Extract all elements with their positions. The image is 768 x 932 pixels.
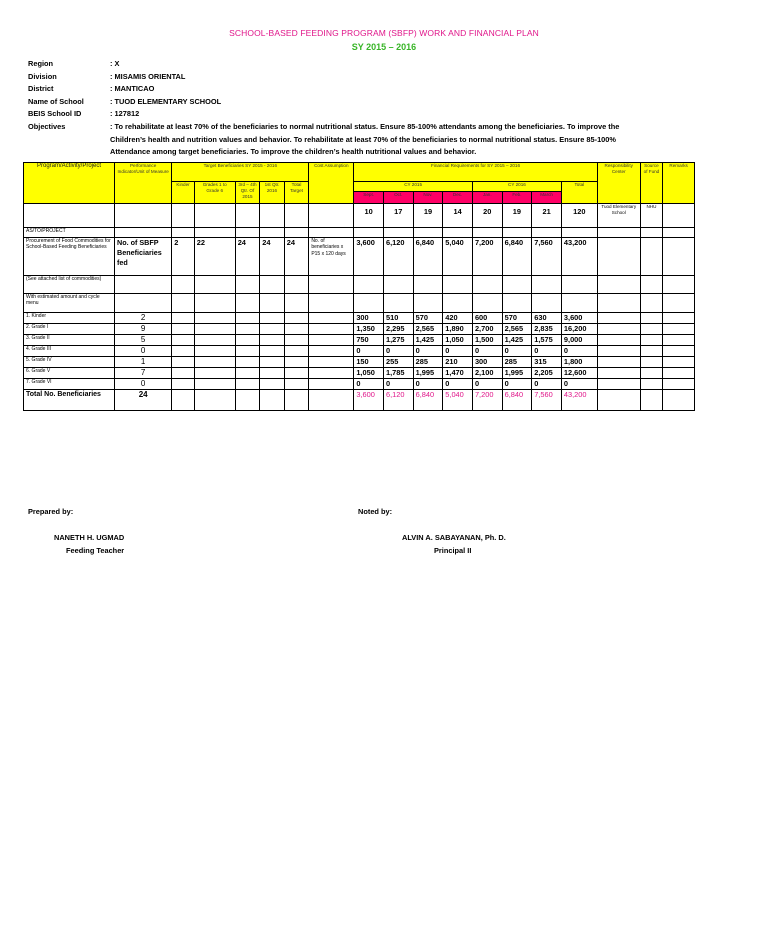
procurement-total: 43,200	[561, 238, 597, 276]
procurement-amount: 6,120	[383, 238, 413, 276]
grade-amount: 2,100	[472, 368, 502, 379]
procurement-amount: 6,840	[413, 238, 443, 276]
info-objectives	[28, 121, 678, 159]
procurement-amount: 7,200	[472, 238, 502, 276]
header-month: Sept.	[354, 192, 384, 204]
document-title: SCHOOL-BASED FEEDING PROGRAM (SBFP) WORK AND FINANCIAL PLAN	[229, 28, 539, 38]
procurement-qtr3: 24	[235, 238, 260, 276]
grand-total: 43,200	[561, 390, 597, 411]
header-financial: Financial Requirements for SY 2015 – 2016	[354, 163, 597, 182]
total-amount: 5,040	[443, 390, 473, 411]
grade-amount: 2,565	[413, 324, 443, 335]
grade-amount: 510	[383, 313, 413, 324]
header-remarks: Remarks	[663, 163, 695, 204]
grade-amount: 1,785	[383, 368, 413, 379]
header-month: Nov.	[413, 192, 443, 204]
total-count: 24	[115, 390, 172, 411]
days-cell: 17	[383, 204, 413, 228]
info-district	[28, 83, 678, 96]
info-region	[28, 58, 678, 71]
note-cycle-menu: With estimated amount and cycle menu	[24, 294, 115, 313]
procurement-row	[24, 238, 695, 276]
grade-amount: 0	[413, 379, 443, 390]
info-label: Region	[28, 59, 54, 68]
grade-amount: 1,995	[413, 368, 443, 379]
grade-row	[24, 357, 695, 368]
grade-name: 7. Grade VI	[24, 379, 115, 390]
days-total: 120	[561, 204, 597, 228]
header-month: Feb.	[502, 192, 532, 204]
procurement-kinder: 2	[172, 238, 195, 276]
grade-amount: 0	[443, 346, 473, 357]
info-label: District	[28, 84, 54, 94]
source-value: NHU	[640, 204, 663, 228]
grade-amount: 0	[472, 379, 502, 390]
grade-amount: 630	[532, 313, 562, 324]
grade-count: 7	[115, 368, 172, 379]
grade-amount: 300	[472, 357, 502, 368]
total-row	[24, 390, 695, 411]
header-total: Total	[561, 182, 597, 204]
grade-amount: 1,425	[413, 335, 443, 346]
grade-amount: 0	[502, 346, 532, 357]
header-source: Source of Fund	[640, 163, 663, 204]
grade-amount: 0	[532, 346, 562, 357]
grade-amount: 300	[354, 313, 384, 324]
section-row	[24, 228, 695, 238]
grade-name: 1. Kinder	[24, 313, 115, 324]
responsibility-value: Tuod Elementary School	[597, 204, 640, 228]
procurement-indicator: No. of SBFP Beneficiaries fed	[115, 238, 172, 276]
grade-row	[24, 313, 695, 324]
note-row	[24, 276, 695, 294]
noted-by-label: Noted by:	[358, 507, 393, 516]
grade-amount: 255	[383, 357, 413, 368]
info-value: : MANTICAO	[110, 84, 155, 94]
grade-total: 0	[561, 346, 597, 357]
grade-name: 6. Grade V	[24, 368, 115, 379]
info-school-name	[28, 96, 678, 109]
grade-count: 0	[115, 379, 172, 390]
header-program: Program/Activity/Project	[24, 163, 115, 204]
grade-row	[24, 379, 695, 390]
grade-amount: 0	[502, 379, 532, 390]
grade-total: 0	[561, 379, 597, 390]
grade-amount: 285	[413, 357, 443, 368]
grade-amount: 2,205	[532, 368, 562, 379]
grade-row	[24, 335, 695, 346]
info-value: : TUOD ELEMENTARY SCHOOL	[110, 96, 222, 106]
grade-total: 12,600	[561, 368, 597, 379]
grade-amount: 1,575	[532, 335, 562, 346]
objectives-line-3: Attendance among target beneficiaries. To improve the children’s health nutritional values and behavior.	[110, 147, 477, 157]
document-subtitle: SY 2015 – 2016	[351, 42, 417, 52]
total-amount: 7,200	[472, 390, 502, 411]
grade-amount: 1,890	[443, 324, 473, 335]
procurement-amount: 5,040	[443, 238, 473, 276]
grade-count: 9	[115, 324, 172, 335]
info-value: : MISAMIS ORIENTAL	[110, 71, 186, 81]
grade-name: 5. Grade IV	[24, 357, 115, 368]
grade-amount: 1,425	[502, 335, 532, 346]
grade-amount: 0	[472, 346, 502, 357]
total-amount: 6,840	[413, 390, 443, 411]
grade-amount: 1,350	[354, 324, 384, 335]
grade-amount: 1,995	[502, 368, 532, 379]
grade-amount: 2,700	[472, 324, 502, 335]
grade-name: 2. Grade I	[24, 324, 115, 335]
grade-amount: 0	[383, 346, 413, 357]
info-value: : X	[110, 59, 120, 68]
header-qtr1: 1st Qtr. 2016	[260, 182, 285, 204]
grade-amount: 0	[443, 379, 473, 390]
grade-amount: 2,835	[532, 324, 562, 335]
total-amount: 3,600	[354, 390, 384, 411]
days-cell: 19	[502, 204, 532, 228]
grade-amount: 750	[354, 335, 384, 346]
total-amount: 6,120	[383, 390, 413, 411]
info-division	[28, 71, 678, 84]
grade-amount: 1,500	[472, 335, 502, 346]
header-month: Dec.	[443, 192, 473, 204]
grade-amount: 0	[413, 346, 443, 357]
grade-amount: 600	[472, 313, 502, 324]
procurement-grades: 22	[194, 238, 235, 276]
header-cy2016: CY 2016	[472, 182, 561, 192]
grade-count: 5	[115, 335, 172, 346]
header-month: Jan.	[472, 192, 502, 204]
note-row	[24, 294, 695, 313]
grade-total: 9,000	[561, 335, 597, 346]
grade-amount: 1,275	[383, 335, 413, 346]
total-amount: 6,840	[502, 390, 532, 411]
header-month: March	[532, 192, 562, 204]
header-cy2015: CY 2015	[354, 182, 473, 192]
procurement-amount: 3,600	[354, 238, 384, 276]
info-label: Division	[28, 71, 57, 81]
header-month: Oct.	[383, 192, 413, 204]
grade-amount: 210	[443, 357, 473, 368]
header-responsibility: Responsibility Center	[597, 163, 640, 204]
grade-row	[24, 324, 695, 335]
header-kinder: Kinder	[172, 182, 195, 204]
grade-name: 4. Grade III	[24, 346, 115, 357]
grade-total: 3,600	[561, 313, 597, 324]
procurement-qtr1: 24	[260, 238, 285, 276]
grade-amount: 1,050	[443, 335, 473, 346]
header-total-target: Total Target	[284, 182, 309, 204]
days-cell: 19	[413, 204, 443, 228]
prepared-by-title: Feeding Teacher	[66, 546, 125, 555]
grade-amount: 2,565	[502, 324, 532, 335]
grade-amount: 2,295	[383, 324, 413, 335]
days-cell: 10	[354, 204, 384, 228]
header-row-1	[24, 163, 695, 182]
total-amount: 7,560	[532, 390, 562, 411]
header-qtr3: 3rd – 4th Qtr. Of 2015	[235, 182, 260, 204]
objectives-line-1: : To rehabilitate at least 70% of the beneficiaries to normal nutritional status. Ensure 85-100% attendants among the beneficiaries. To improve the	[110, 121, 620, 131]
days-row	[24, 204, 695, 228]
grade-amount: 0	[383, 379, 413, 390]
noted-by-name: ALVIN A. SABAYANAN, Ph. D.	[402, 533, 506, 542]
prepared-by-label: Prepared by:	[28, 507, 74, 516]
grade-amount: 0	[532, 379, 562, 390]
grade-count: 2	[115, 313, 172, 324]
header-target-group: Target Beneficiaries SY 2015 - 2016	[172, 163, 309, 182]
info-label: BEIS School ID	[28, 109, 82, 119]
procurement-desc: Procurement of Food Commodities for School-Based Feeding Beneficiaries	[24, 238, 115, 276]
grade-amount: 1,050	[354, 368, 384, 379]
grade-row	[24, 368, 695, 379]
days-cell: 14	[443, 204, 473, 228]
grade-total: 16,200	[561, 324, 597, 335]
days-cell: 21	[532, 204, 562, 228]
note-commodities: (See attached list of commodities)	[24, 276, 115, 294]
grade-amount: 1,470	[443, 368, 473, 379]
info-value: : 127812	[110, 109, 140, 119]
grade-amount: 0	[354, 379, 384, 390]
school-info	[28, 58, 678, 159]
info-label: Name of School	[28, 96, 84, 106]
header-performance: Performance Indicator/Unit of Measure	[115, 163, 172, 204]
procurement-amount: 6,840	[502, 238, 532, 276]
prepared-by-name: NANETH H. UGMAD	[54, 533, 125, 542]
grade-amount: 570	[413, 313, 443, 324]
days-cell: 20	[472, 204, 502, 228]
grade-total: 1,800	[561, 357, 597, 368]
work-financial-plan-table	[23, 162, 695, 411]
grade-row	[24, 346, 695, 357]
grade-amount: 315	[532, 357, 562, 368]
grade-name: 3. Grade II	[24, 335, 115, 346]
section-label: AS/TO/PROJECT	[24, 228, 115, 238]
grade-count: 1	[115, 357, 172, 368]
total-label: Total No. Beneficiaries	[24, 390, 115, 411]
procurement-cost: No. of beneficiaries x P15 x 120 days	[309, 238, 354, 276]
procurement-amount: 7,560	[532, 238, 562, 276]
header-grades: Grades 1 to Grade 6	[194, 182, 235, 204]
grade-count: 0	[115, 346, 172, 357]
grade-amount: 0	[354, 346, 384, 357]
grade-amount: 570	[502, 313, 532, 324]
header-cost: Cost Assumption	[309, 163, 354, 204]
objectives-label: Objectives	[28, 121, 66, 131]
grade-amount: 150	[354, 357, 384, 368]
objectives-line-2: Children’s health and nutrition values and behavior. To rehabilitate at least 70% of the beneficiaries to normal nutritional status. Ensure 85-100%	[110, 134, 616, 144]
grade-amount: 285	[502, 357, 532, 368]
procurement-total-target: 24	[284, 238, 309, 276]
info-school-id	[28, 108, 678, 121]
noted-by-title: Principal II	[434, 546, 472, 555]
grade-amount: 420	[443, 313, 473, 324]
